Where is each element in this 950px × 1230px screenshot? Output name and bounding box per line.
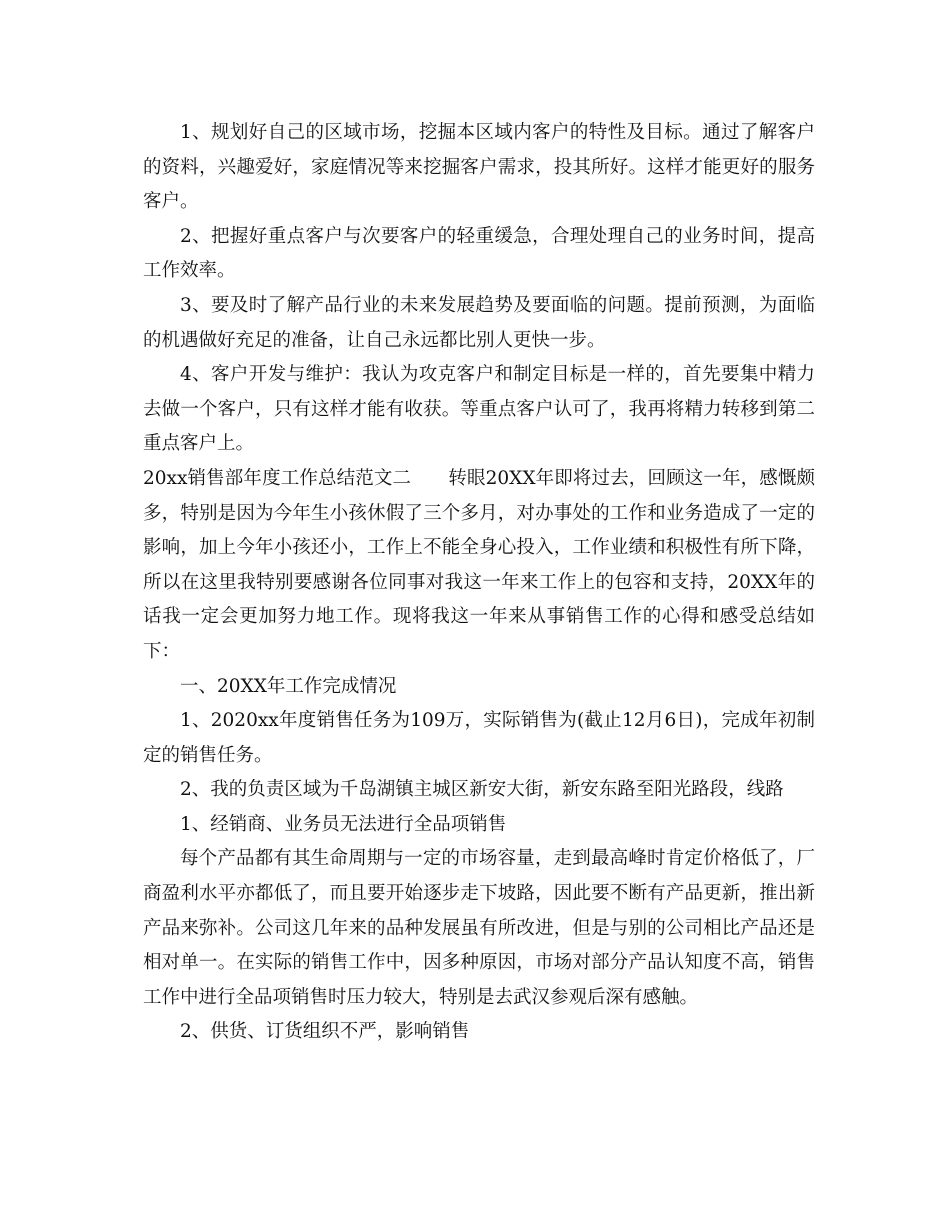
paragraph-customer-development: 4、客户开发与维护：我认为攻克客户和制定目标是一样的，首先要集中精力去做一个客户，只有这样才能有收获。等重点客户认可了，我再将精力转移到第二重点客户上。 — [143, 364, 815, 455]
paragraph-product-lifecycle: 每个产品都有其生命周期与一定的市场容量，走到最高峰时肯定价格低了，厂商盈利水平亦都低了，而且要开始逐步走下坡路，因此要不断有产品更新，推出新产品来弥补。公司这几年来的品种发展虽有所改进，但是与别的公司相比产品还是相对单一。在实际的销售工作中，因多种原因，市场对部分产品认知度不高，销售工作中进行全品项销售时压力较大，特别是去武汉参观后深有感触。 — [143, 848, 815, 1008]
paragraph-sales-task: 1、2020xx年度销售任务为109万，实际销售为(截止12月6日)，完成年初制定的销售任务。 — [143, 710, 815, 766]
paragraph-regional-market: 1、规划好自己的区域市场，挖掘本区域内客户的特性及目标。通过了解客户的资料，兴趣爱好，家庭情况等来挖掘客户需求，投其所好。这样才能更好的服务客户。 — [143, 122, 815, 213]
paragraph-responsible-area: 2、我的负责区域为千岛湖镇主城区新安大街，新安东路至阳光路段，线路 — [180, 779, 784, 801]
section-heading-work-completion: 一、20XX年工作完成情况 — [180, 675, 397, 697]
subheading-full-range-sales: 1、经销商、业务员无法进行全品项销售 — [180, 813, 507, 835]
subheading-supply-ordering: 2、供货、订货组织不严，影响销售 — [180, 1021, 470, 1043]
document-body — [143, 116, 815, 1050]
paragraph-summary-two-intro: 20xx销售部年度工作总结范文二 转眼20XX年即将过去，回顾这一年，感慨颇多，特别是因为今年生小孩休假了三个多月，对办事处的工作和业务造成了一定的影响，加上今年小孩还小，工作上不能全身心投入，工作业绩和积极性有所下降，所以在这里我特别要感谢各位同事对我这一年来工作上的包容和支持，20XX年的话我一定会更加努力地工作。现将我这一年来从事销售工作的心得和感受总结如下： — [143, 467, 815, 662]
paragraph-key-customers: 2、把握好重点客户与次要客户的轻重缓急，合理处理自己的业务时间，提高工作效率。 — [143, 225, 815, 282]
paragraph-industry-trends: 3、要及时了解产品行业的未来发展趋势及要面临的问题。提前预测，为面临的机遇做好充足的准备，让自己永远都比别人更快一步。 — [143, 294, 815, 351]
